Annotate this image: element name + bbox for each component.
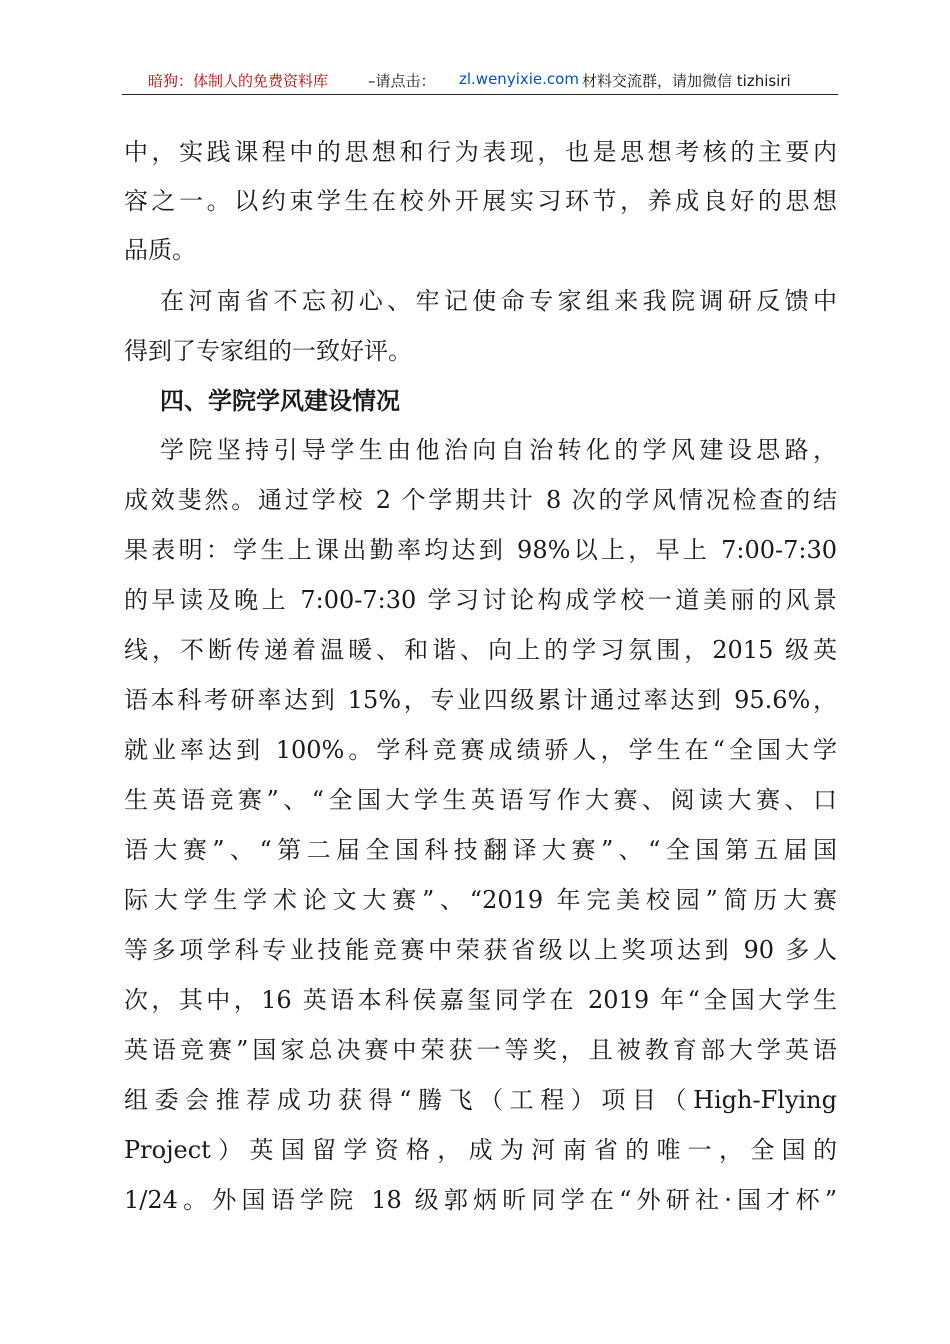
text-line: 生英语竞赛”、“全国大学生英语写作大赛、阅读大赛、口 xyxy=(124,786,837,814)
text-line: Project）英国留学资格，成为河南省的唯一，全国的 xyxy=(124,1136,837,1164)
header-click-text: –请点击： xyxy=(368,72,436,90)
text-line: 果表明：学生上课出勤率均达到 98%以上，早上 7:00-7:30 xyxy=(124,536,837,564)
text-line: 容之一。以约束学生在校外开展实习环节，养成良好的思想 xyxy=(124,187,837,215)
text-line: 得到了专家组的一致好评。 xyxy=(124,337,412,365)
text-line: 际大学生学术论文大赛”、“2019 年完美校园”简历大赛 xyxy=(124,886,837,914)
section-heading: 四、学院学风建设情况 xyxy=(160,387,400,415)
text-line: 语大赛”、“第二届全国科技翻译大赛”、“全国第五届国 xyxy=(124,836,837,864)
text-line: 中，实践课程中的思想和行为表现，也是思想考核的主要内 xyxy=(124,138,837,166)
text-line: 线，不断传递着温暖、和谐、向上的学习氛围，2015 级英 xyxy=(124,636,837,664)
text-line: 语本科考研率达到 15%，专业四级累计通过率达到 95.6%， xyxy=(124,686,837,714)
text-line: 1/24。外国语学院 18 级郭炳昕同学在“外研社·国才杯” xyxy=(124,1186,837,1214)
text-line: 次，其中，16 英语本科侯嘉玺同学在 2019 年“全国大学生 xyxy=(124,986,837,1014)
text-line: 等多项学科专业技能竞赛中荣获省级以上奖项达到 90 多人 xyxy=(124,936,837,964)
text-line: 成效斐然。通过学校 2 个学期共计 8 次的学风情况检查的结 xyxy=(124,486,837,514)
header-url-link[interactable]: zl.wenyixie.com xyxy=(459,70,579,88)
text-line: 组委会推荐成功获得“腾飞（工程）项目（High-Flying xyxy=(124,1086,837,1114)
text-line: 在河南省不忘初心、牢记使命专家组来我院调研反馈中 xyxy=(160,287,837,315)
header-wechat: 材料交流群，请加微信 tizhisiri xyxy=(582,72,791,90)
page-header xyxy=(122,68,838,95)
text-line: 英语竞赛”国家总决赛中荣获一等奖，且被教育部大学英语 xyxy=(124,1036,837,1064)
text-line: 就业率达到 100%。学科竞赛成绩骄人，学生在“全国大学 xyxy=(124,736,837,764)
header-promo: 暗狗：体制人的免费资料库 xyxy=(148,72,329,90)
text-line: 学院坚持引导学生由他治向自治转化的学风建设思路， xyxy=(160,436,837,464)
text-line: 品质。 xyxy=(124,236,196,264)
text-line: 的早读及晚上 7:00-7:30 学习讨论构成学校一道美丽的风景 xyxy=(124,586,837,614)
